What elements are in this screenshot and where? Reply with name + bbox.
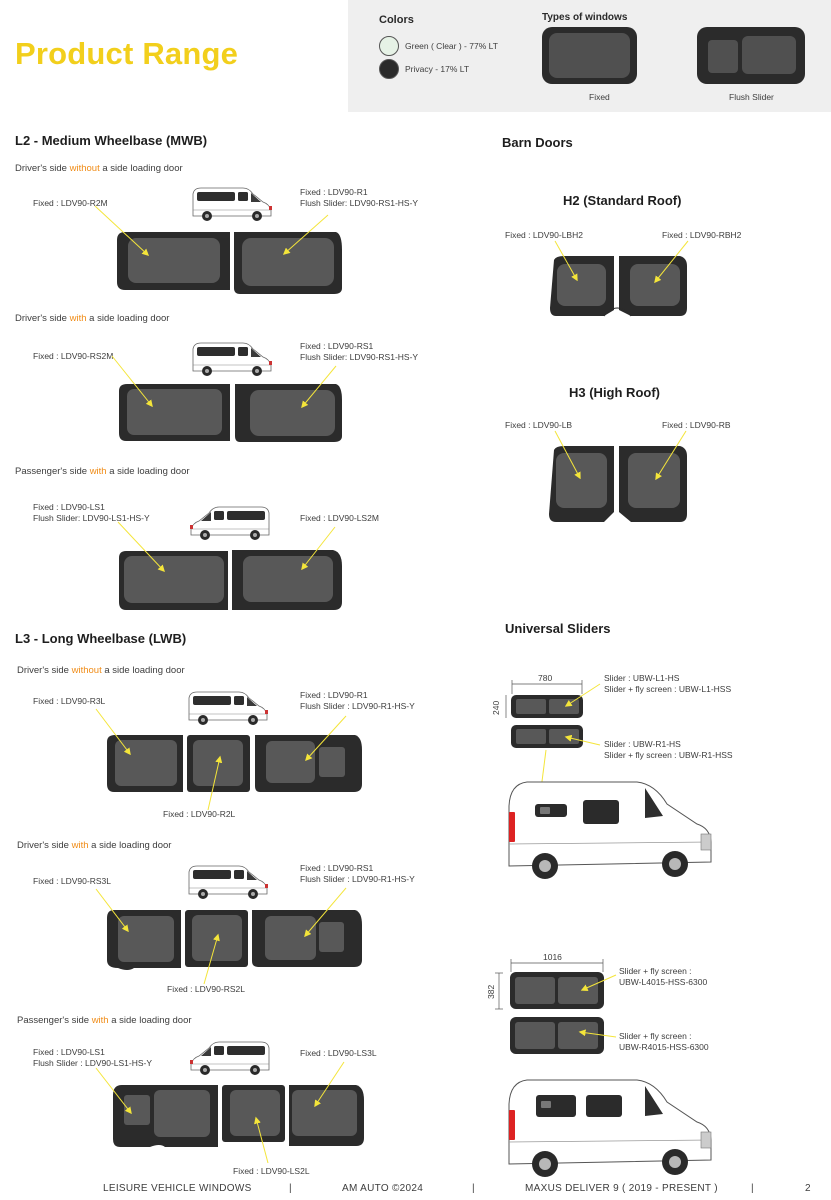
lwb-passenger-with-heading: Passenger's side with a side loading door (17, 1015, 192, 1026)
lwb-d2-window-left (107, 910, 181, 970)
lwb-p1-window-mid (222, 1085, 285, 1142)
h3-right-door (619, 446, 687, 522)
lwb-p1-right-label: Fixed : LDV90-LS3L (300, 1048, 377, 1058)
page-title: Product Range (15, 36, 239, 71)
lwb-d2-right-label-1: Fixed : LDV90-RS1 (300, 863, 374, 873)
barn-doors-title: Barn Doors (502, 135, 573, 150)
universal-sliders-title: Universal Sliders (505, 621, 611, 636)
mwb-d1-right-label-2: Flush Slider: LDV90-RS1-HS-Y (300, 198, 419, 208)
footer-sep-2: | (472, 1183, 475, 1194)
slider-l4015-label-1: Slider + fly screen : (619, 966, 692, 976)
lwb-d2-right-label-2: Flush Slider : LDV90-R1-HS-Y (300, 874, 415, 884)
slider-r1-label-2: Slider + fly screen : UBW-R1-HSS (604, 750, 733, 760)
privacy-label: Privacy - 17% LT (405, 64, 470, 74)
mwb-p1-right-label: Fixed : LDV90-LS2M (300, 513, 379, 523)
types-title: Types of windows (542, 12, 628, 23)
lwb-d1-window-right (255, 735, 362, 792)
type-flush-slider-label: Flush Slider (729, 92, 774, 102)
slider-l1-window (511, 695, 583, 718)
slider1-width-dim: 780 (538, 673, 553, 683)
lwb-driver-with-heading: Driver's side with a side loading door (17, 840, 172, 851)
h2-right-door (619, 256, 687, 316)
colors-title: Colors (379, 14, 414, 26)
mwb-d2-right-label-2: Flush Slider: LDV90-RS1-HS-Y (300, 352, 419, 362)
h3-high-roof-title: H3 (High Roof) (569, 385, 660, 400)
mwb-title: L2 - Medium Wheelbase (MWB) (15, 133, 208, 148)
slider1-height-dim: 240 (491, 700, 501, 715)
lwb-title: L3 - Long Wheelbase (LWB) (15, 631, 187, 646)
h2-standard-roof-title: H2 (Standard Roof) (563, 193, 682, 208)
type-fixed-label: Fixed (589, 92, 610, 102)
slider-l1-label-2: Slider + fly screen : UBW-L1-HSS (604, 684, 732, 694)
lwb-p1-bottom-label: Fixed : LDV90-LS2L (233, 1166, 310, 1176)
lwb-d1-window-left (107, 735, 183, 792)
mwb-d2-left-label: Fixed : LDV90-RS2M (33, 351, 114, 361)
footer-left: LEISURE VEHICLE WINDOWS (103, 1183, 252, 1194)
h3-right-label: Fixed : LDV90-RB (662, 420, 731, 430)
slider-r1-window (511, 725, 583, 748)
mwb-p1-left-label-2: Flush Slider: LDV90-LS1-HS-Y (33, 513, 150, 523)
slider2-height-dim: 382 (486, 984, 496, 999)
lwb-p1-window-right (289, 1085, 364, 1146)
lwb-p1-window-left (113, 1085, 218, 1147)
slider-r4015-label-2: UBW-R4015-HSS-6300 (619, 1042, 709, 1052)
slider-l4015-label-2: UBW-L4015-HSS-6300 (619, 977, 708, 987)
mwb-d1-right-label-1: Fixed : LDV90-R1 (300, 187, 368, 197)
slider-r4015-window (510, 1017, 604, 1054)
lwb-d1-right-label-1: Fixed : LDV90-R1 (300, 690, 368, 700)
h3-left-door (549, 446, 614, 522)
lwb-d1-left-label: Fixed : LDV90-R3L (33, 696, 106, 706)
footer-sep-1: | (289, 1183, 292, 1194)
h2-left-door (550, 256, 614, 316)
slider-r1-label-1: Slider : UBW-R1-HS (604, 739, 681, 749)
lwb-d1-bottom-label: Fixed : LDV90-R2L (163, 809, 236, 819)
mwb-d1-left-label: Fixed : LDV90-R2M (33, 198, 108, 208)
lwb-p1-left-label-2: Flush Slider : LDV90-LS1-HS-Y (33, 1058, 153, 1068)
mwb-d2-right-label-1: Fixed : LDV90-RS1 (300, 341, 374, 351)
footer-sep-3: | (751, 1183, 754, 1194)
mwb-p1-window-right (232, 550, 342, 610)
h3-left-label: Fixed : LDV90-LB (505, 420, 573, 430)
lwb-driver-without-heading: Driver's side without a side loading door (17, 665, 185, 676)
h2-right-label: Fixed : LDV90-RBH2 (662, 230, 742, 240)
green-clear-label: Green ( Clear ) - 77% LT (405, 41, 498, 51)
mwb-p1-window-left (119, 551, 228, 610)
mwb-p1-left-label-1: Fixed : LDV90-LS1 (33, 502, 105, 512)
mwb-passenger-with-heading: Passenger's side with a side loading door (15, 466, 190, 477)
lwb-d2-window-right (252, 910, 362, 967)
mwb-driver-without-heading: Driver's side without a side loading door (15, 163, 183, 174)
footer-right: MAXUS DELIVER 9 ( 2019 - PRESENT ) (525, 1183, 718, 1194)
lwb-p1-left-label-1: Fixed : LDV90-LS1 (33, 1047, 105, 1057)
slider-r4015-label-1: Slider + fly screen : (619, 1031, 692, 1041)
fixed-window-icon (542, 27, 637, 84)
mwb-d2-window-left (119, 384, 230, 441)
footer-page-number: 2 (805, 1183, 811, 1194)
mwb-d1-window-left (117, 232, 230, 290)
h2-left-label: Fixed : LDV90-LBH2 (505, 230, 583, 240)
mwb-driver-with-heading: Driver's side with a side loading door (15, 313, 170, 324)
mwb-d1-window-right (234, 232, 342, 294)
footer-mid: AM AUTO ©2024 (342, 1183, 424, 1194)
slider2-width-dim: 1016 (543, 952, 562, 962)
flush-slider-window-icon (697, 27, 805, 84)
lwb-d2-bottom-label: Fixed : LDV90-RS2L (167, 984, 245, 994)
slider-l1-label-1: Slider : UBW-L1-HS (604, 673, 680, 683)
mwb-d2-window-right (235, 384, 342, 442)
lwb-d2-left-label: Fixed : LDV90-RS3L (33, 876, 111, 886)
slider-l4015-window (510, 972, 604, 1009)
lwb-d1-right-label-2: Flush Slider : LDV90-R1-HS-Y (300, 701, 415, 711)
